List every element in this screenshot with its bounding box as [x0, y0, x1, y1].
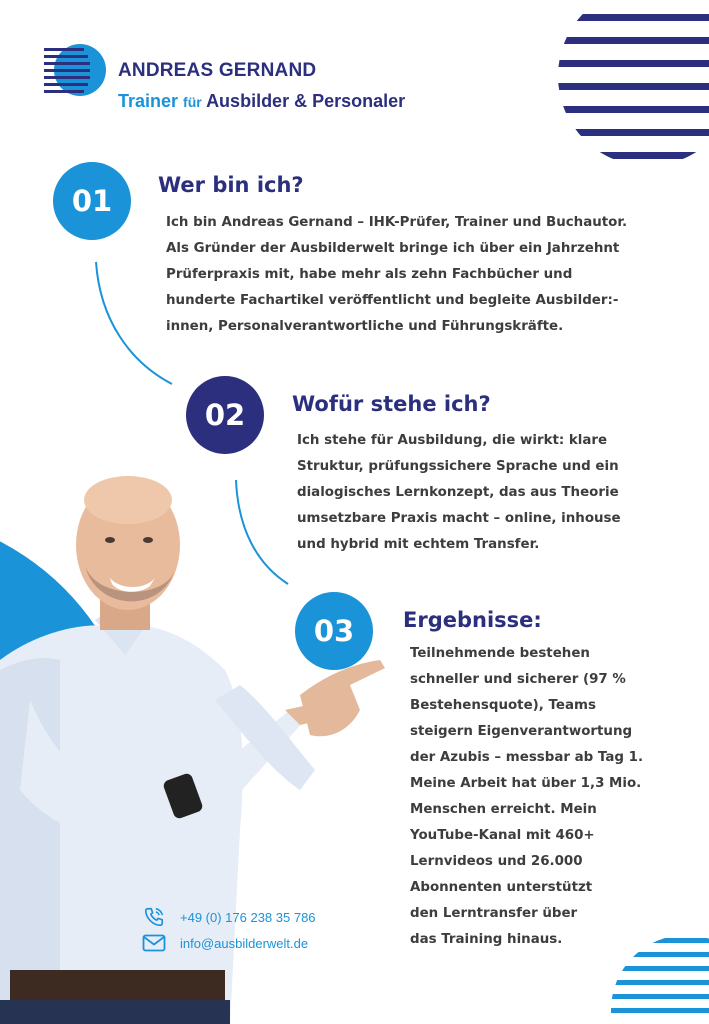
text-line: Abonnenten unterstützt [410, 880, 593, 895]
contact-phone[interactable] [142, 906, 316, 928]
text-line: Ich stehe für Ausbildung, die wirkt: klare [297, 433, 608, 448]
tagline-audience: Ausbilder & Personaler [206, 91, 406, 111]
section-text-01 [166, 210, 646, 340]
text-line: innen, Personalverantwortliche und Führungskräfte. [166, 319, 564, 334]
text-line: Lernvideos und 26.000 [410, 854, 583, 869]
contact-email[interactable] [142, 932, 308, 954]
brand-tagline [118, 91, 405, 112]
section-number-03: 03 [295, 592, 373, 670]
text-line: YouTube-Kanal mit 460+ [410, 828, 595, 843]
text-line: Menschen erreicht. Mein [410, 802, 597, 817]
text-line: hunderte Fachartikel veröffentlicht und begleite Ausbilder:- [166, 293, 619, 308]
mail-icon [142, 932, 166, 954]
text-line: den Lerntransfer über [410, 906, 578, 921]
logo-icon [44, 42, 110, 98]
section-title-02: Wofür stehe ich? [292, 392, 491, 416]
section-number-01: 01 [53, 162, 131, 240]
text-line: das Training hinaus. [410, 932, 563, 947]
text-line: Prüferpraxis mit, habe mehr als zehn Fachbücher und [166, 267, 573, 282]
section-number-02: 02 [186, 376, 264, 454]
text-line: der Azubis – messbar ab Tag 1. [410, 750, 644, 765]
tagline-trainer: Trainer [118, 91, 179, 111]
section-title-03: Ergebnisse: [403, 608, 542, 632]
section-text-03 [410, 641, 650, 953]
phone-number[interactable]: +49 (0) 176 238 35 786 [180, 909, 316, 925]
brand-name: ANDREAS GERNAND [118, 60, 317, 81]
text-line: umsetzbare Praxis macht – online, inhouse [297, 511, 621, 526]
text-line: Bestehensquote), Teams [410, 698, 596, 713]
striped-circle-decoration [548, 4, 709, 164]
text-line: dialogisches Lernkonzept, das aus Theorie [297, 485, 619, 500]
text-line: Als Gründer der Ausbilderwelt bringe ich über ein Jahrzehnt [166, 241, 620, 256]
text-line: und hybrid mit echtem Transfer. [297, 537, 540, 552]
tagline-fuer: für [183, 94, 202, 110]
text-line: Teilnehmende bestehen [410, 646, 590, 661]
text-line: schneller und sicherer (97 % [410, 672, 626, 687]
email-address[interactable]: info@ausbilderwelt.de [180, 935, 309, 951]
phone-icon [142, 906, 166, 928]
text-line: Ich bin Andreas Gernand – IHK-Prüfer, Trainer und Buchautor. [166, 215, 628, 230]
text-line: steigern Eigenverantwortung [410, 724, 633, 739]
text-line: Struktur, prüfungssichere Sprache und ein [297, 459, 619, 474]
text-line: Meine Arbeit hat über 1,3 Mio. [410, 776, 642, 791]
section-title-01: Wer bin ich? [158, 173, 304, 197]
